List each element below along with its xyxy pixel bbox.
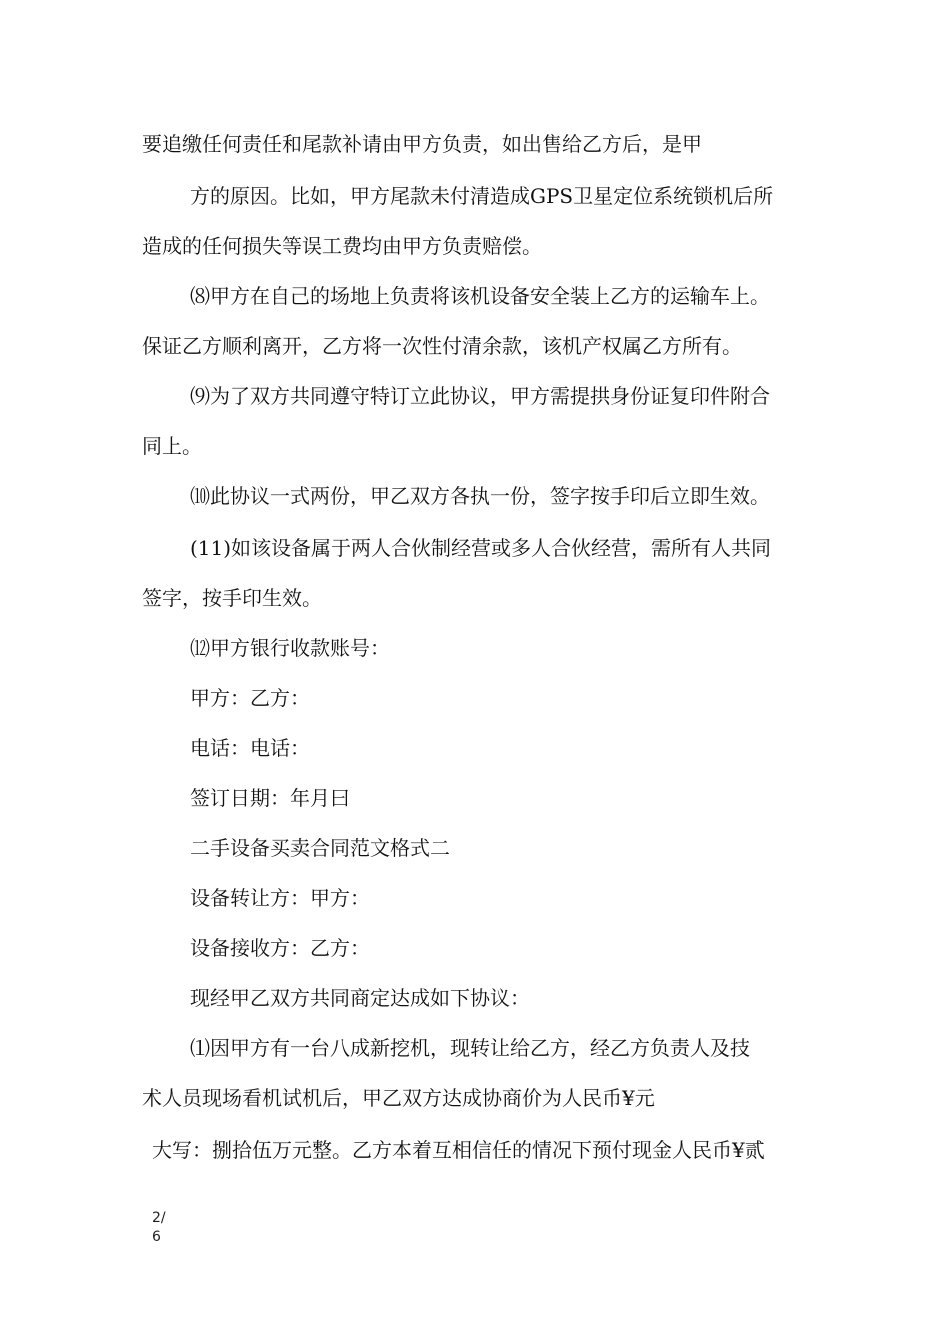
paragraph-line: 保证乙方顺利离开，乙方将一次性付清余款，该机产权属乙方所有。 — [142, 334, 742, 358]
paragraph-line: 同上。 — [142, 434, 202, 458]
transferor-line: 设备转让方：甲方： — [190, 886, 370, 910]
paragraph-line: (11)如该设备属于两人合伙制经营或多人合伙经营，需所有人共同 — [190, 536, 772, 560]
paragraph-line: 造成的任何损失等误工费均由甲方负责赔偿。 — [142, 234, 542, 258]
paragraph-line: 术人员现场看机试机后，甲乙双方达成协商价为人民币¥元 — [142, 1086, 655, 1110]
receiver-line: 设备接收方：乙方： — [190, 936, 370, 960]
phone-line: 电话：电话： — [190, 736, 310, 760]
parties-line: 甲方：乙方： — [190, 686, 310, 710]
bank-account-line: ⑿甲方银行收款账号： — [190, 636, 390, 660]
paragraph-line: 大写：捌拾伍万元整。乙方本着互相信任的情况下预付现金人民币¥贰 — [152, 1138, 765, 1162]
paragraph-line: ⑻甲方在自己的场地上负责将该机设备安全装上乙方的运输车上。 — [190, 284, 770, 308]
paragraph-line: 签字，按手印生效。 — [142, 586, 322, 610]
agreement-intro-line: 现经甲乙双方共同商定达成如下协议： — [190, 986, 530, 1010]
paragraph-line: ⑴因甲方有一台八成新挖机，现转让给乙方，经乙方负责人及技 — [190, 1036, 750, 1060]
paragraph-line: 要追缴任何责任和尾款补请由甲方负责，如出售给乙方后，是甲 — [142, 132, 702, 156]
paragraph-line: ⑼为了双方共同遵守特订立此协议，甲方需提拱身份证复印件附合 — [190, 384, 770, 408]
paragraph-line: 方的原因。比如，甲方尾款未付清造成GPS卫星定位系统锁机后所 — [190, 184, 774, 208]
section-title: 二手设备买卖合同范文格式二 — [190, 836, 450, 860]
page-number — [152, 1209, 166, 1247]
page-number-current: 2/ — [152, 1210, 166, 1226]
signing-date-line: 签订日期：年月曰 — [190, 786, 350, 810]
page-number-total: 6 — [152, 1229, 161, 1245]
paragraph-line: ⑽此协议一式两份，甲乙双方各执一份，签字按手印后立即生效。 — [190, 484, 770, 508]
